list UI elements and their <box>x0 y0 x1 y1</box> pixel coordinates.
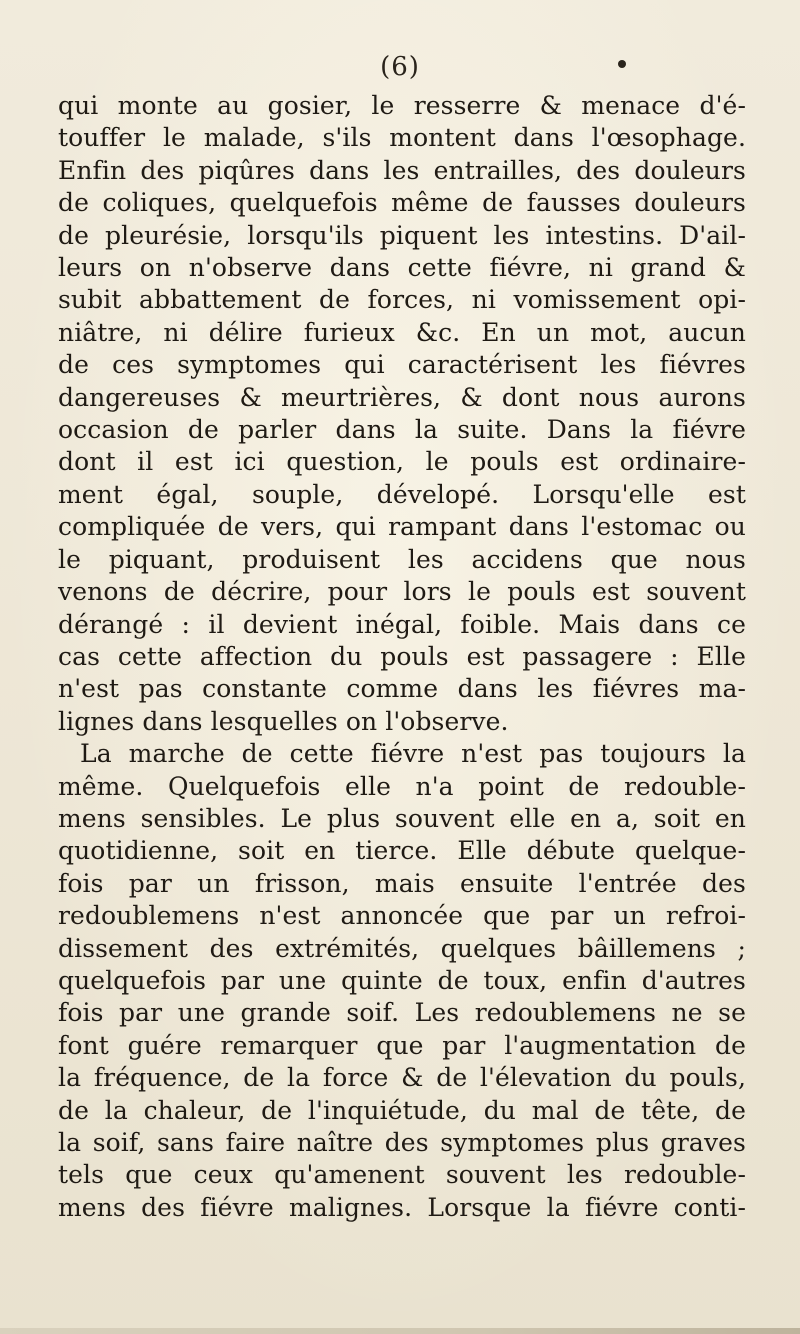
text-line: cas cette affection du pouls est passagere : Elle <box>58 641 746 671</box>
text-line: touffer le malade, s'ils montent dans l'œsophage. <box>58 123 746 153</box>
text-line: tels que ceux qu'amenent souvent les redouble- <box>58 1160 746 1190</box>
text-line: le piquant, produisent les accidens que nous <box>58 544 746 574</box>
page-edge <box>0 1328 800 1334</box>
text-line: de la chaleur, de l'inquiétude, du mal de tête, de <box>58 1095 746 1125</box>
text-line: Enfin des piqûres dans les entrailles, des douleurs <box>58 155 746 185</box>
text-line: quelquefois par une quinte de toux, enfin d'autres <box>58 965 746 995</box>
page-number: (6) <box>380 52 420 82</box>
text-line: dangereuses & meurtrières, & dont nous aurons <box>58 382 746 412</box>
text-line: quotidienne, soit en tierce. Elle débute quelque- <box>58 836 746 866</box>
text-line: dont il est ici question, le pouls est ordinaire- <box>58 447 746 477</box>
text-line: redoublemens n'est annoncée que par un refroi- <box>58 901 746 931</box>
text-line: la soif, sans faire naître des symptomes plus graves <box>58 1128 746 1157</box>
text-line: de ces symptomes qui caractérisent les fiévres <box>58 350 746 380</box>
text-line: la fréquence, de la force & de l'élevation du pouls, <box>58 1063 746 1093</box>
text-line: leurs on n'observe dans cette fiévre, ni grand & <box>58 253 746 283</box>
text-line: dérangé : il devient inégal, foible. Mais dans ce <box>58 609 746 639</box>
text-line: subit abbattement de forces, ni vomissement opi- <box>58 285 746 315</box>
text-line: mens des fiévre malignes. Lorsque la fiévre conti- <box>58 1192 746 1222</box>
text-line: même. Quelquefois elle n'a point de redouble- <box>58 771 746 801</box>
text-line: occasion de parler dans la suite. Dans la fiévre <box>58 415 746 445</box>
text-line: fois par un frisson, mais ensuite l'entrée des <box>58 868 746 898</box>
text-line: dissement des extrémités, quelques bâillemens ; <box>58 933 746 963</box>
body-text <box>58 90 746 1224</box>
text-line: mens sensibles. Le plus souvent elle en a, soit en <box>58 803 746 833</box>
text-line: ment égal, souple, dévelopé. Lorsqu'elle est <box>58 479 746 509</box>
text-line: niâtre, ni délire furieux &c. En un mot, aucun <box>58 317 746 347</box>
text-line: de pleurésie, lorsqu'ils piquent les intestins. D'ail- <box>58 220 746 250</box>
text-line: compliquée de vers, qui rampant dans l'estomac ou <box>58 512 746 542</box>
text-line: fois par une grande soif. Les redoublemens ne se <box>58 998 746 1028</box>
text-line: de coliques, quelquefois même de fausses douleurs <box>58 188 746 218</box>
text-line: lignes dans lesquelles on l'observe. <box>58 706 509 736</box>
text-line: La marche de cette fiévre n'est pas toujours la <box>80 739 746 769</box>
text-line: font guére remarquer que par l'augmentation de <box>58 1030 746 1060</box>
text-line: n'est pas constante comme dans les fiévres ma- <box>58 674 746 704</box>
text-line: venons de décrire, pour lors le pouls est souvent <box>58 577 746 607</box>
text-line: qui monte au gosier, le resserre & menace d'é- <box>58 91 746 120</box>
